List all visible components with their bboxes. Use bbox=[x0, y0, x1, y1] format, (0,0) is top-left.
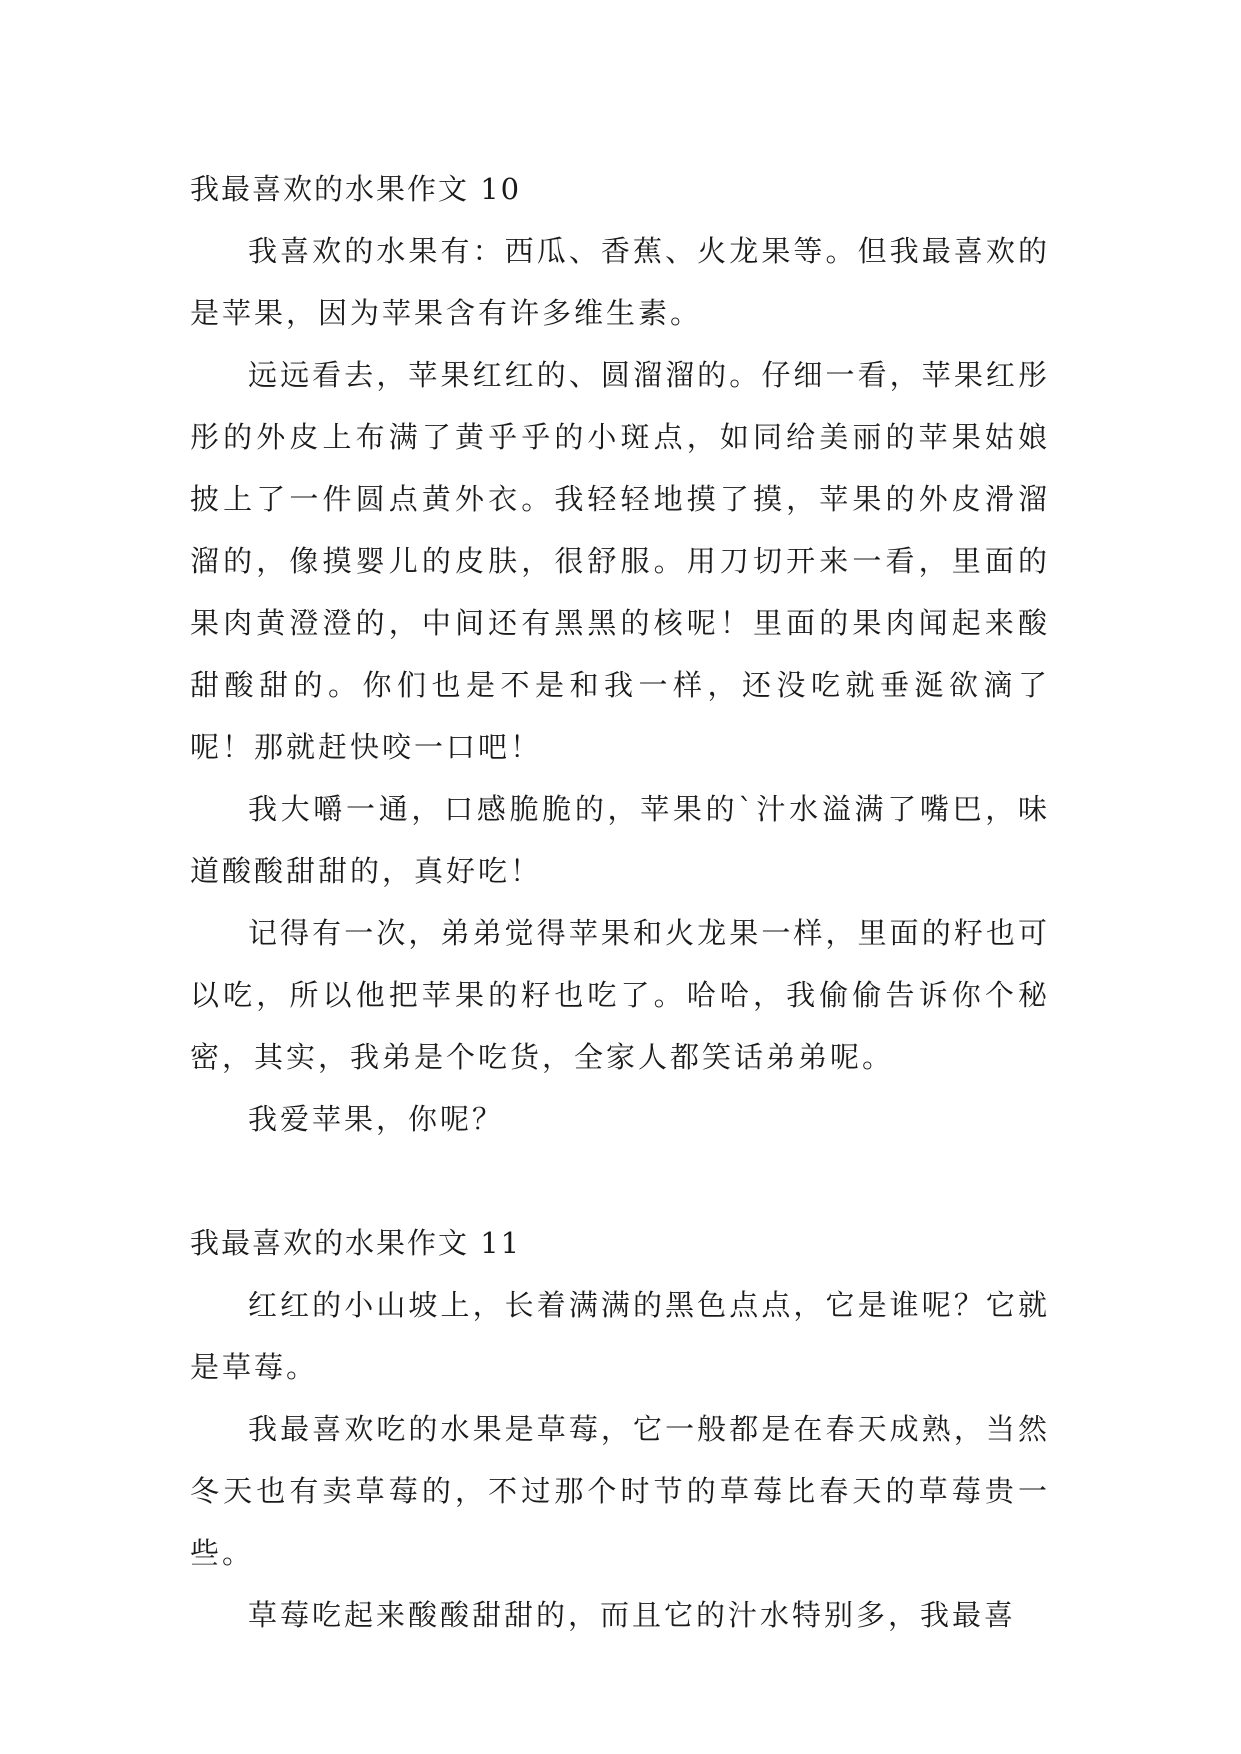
essay-10-paragraph-4: 记得有一次，弟弟觉得苹果和火龙果一样，里面的籽也可以吃，所以他把苹果的籽也吃了。哈哈，我偷偷告诉你个秘密，其实，我弟是个吃货，全家人都笑话弟弟呢。 bbox=[190, 916, 1050, 1074]
essay-11-paragraph-3: 草莓吃起来酸酸甜甜的，而且它的汁水特别多，我最喜 bbox=[248, 1598, 1017, 1632]
essay-10-paragraph-2: 远远看去，苹果红红的、圆溜溜的。仔细一看，苹果红彤彤的外皮上布满了黄乎乎的小斑点，如同给美丽的苹果姑娘披上了一件圆点黄外衣。我轻轻地摸了摸，苹果的外皮滑溜溜的，像摸婴儿的皮肤，很舒服。用刀切开来一看，里面的果肉黄澄澄的，中间还有黑黑的核呢！里面的果肉闻起来酸甜酸甜的。你们也是不是和我一样，还没吃就垂涎欲滴了呢！那就赶快咬一口吧！ bbox=[190, 358, 1050, 764]
section-gap bbox=[190, 1150, 1050, 1212]
essay-10-title: 我最喜欢的水果作文 10 bbox=[190, 172, 522, 206]
essay-11-title: 我最喜欢的水果作文 11 bbox=[190, 1226, 522, 1260]
essay-10-paragraph-3: 我大嚼一通，口感脆脆的，苹果的`汁水溢满了嘴巴，味道酸酸甜甜的，真好吃！ bbox=[190, 792, 1050, 888]
essay-10-paragraph-1: 我喜欢的水果有：西瓜、香蕉、火龙果等。但我最喜欢的是苹果，因为苹果含有许多维生素。 bbox=[190, 234, 1050, 330]
document-page bbox=[190, 158, 1050, 1646]
essay-10-paragraph-5: 我爱苹果，你呢？ bbox=[248, 1102, 505, 1136]
essay-11-paragraph-1: 红红的小山坡上，长着满满的黑色点点，它是谁呢？它就是草莓。 bbox=[190, 1288, 1050, 1384]
essay-11-paragraph-2: 我最喜欢吃的水果是草莓，它一般都是在春天成熟，当然冬天也有卖草莓的，不过那个时节的草莓比春天的草莓贵一些。 bbox=[190, 1412, 1050, 1570]
